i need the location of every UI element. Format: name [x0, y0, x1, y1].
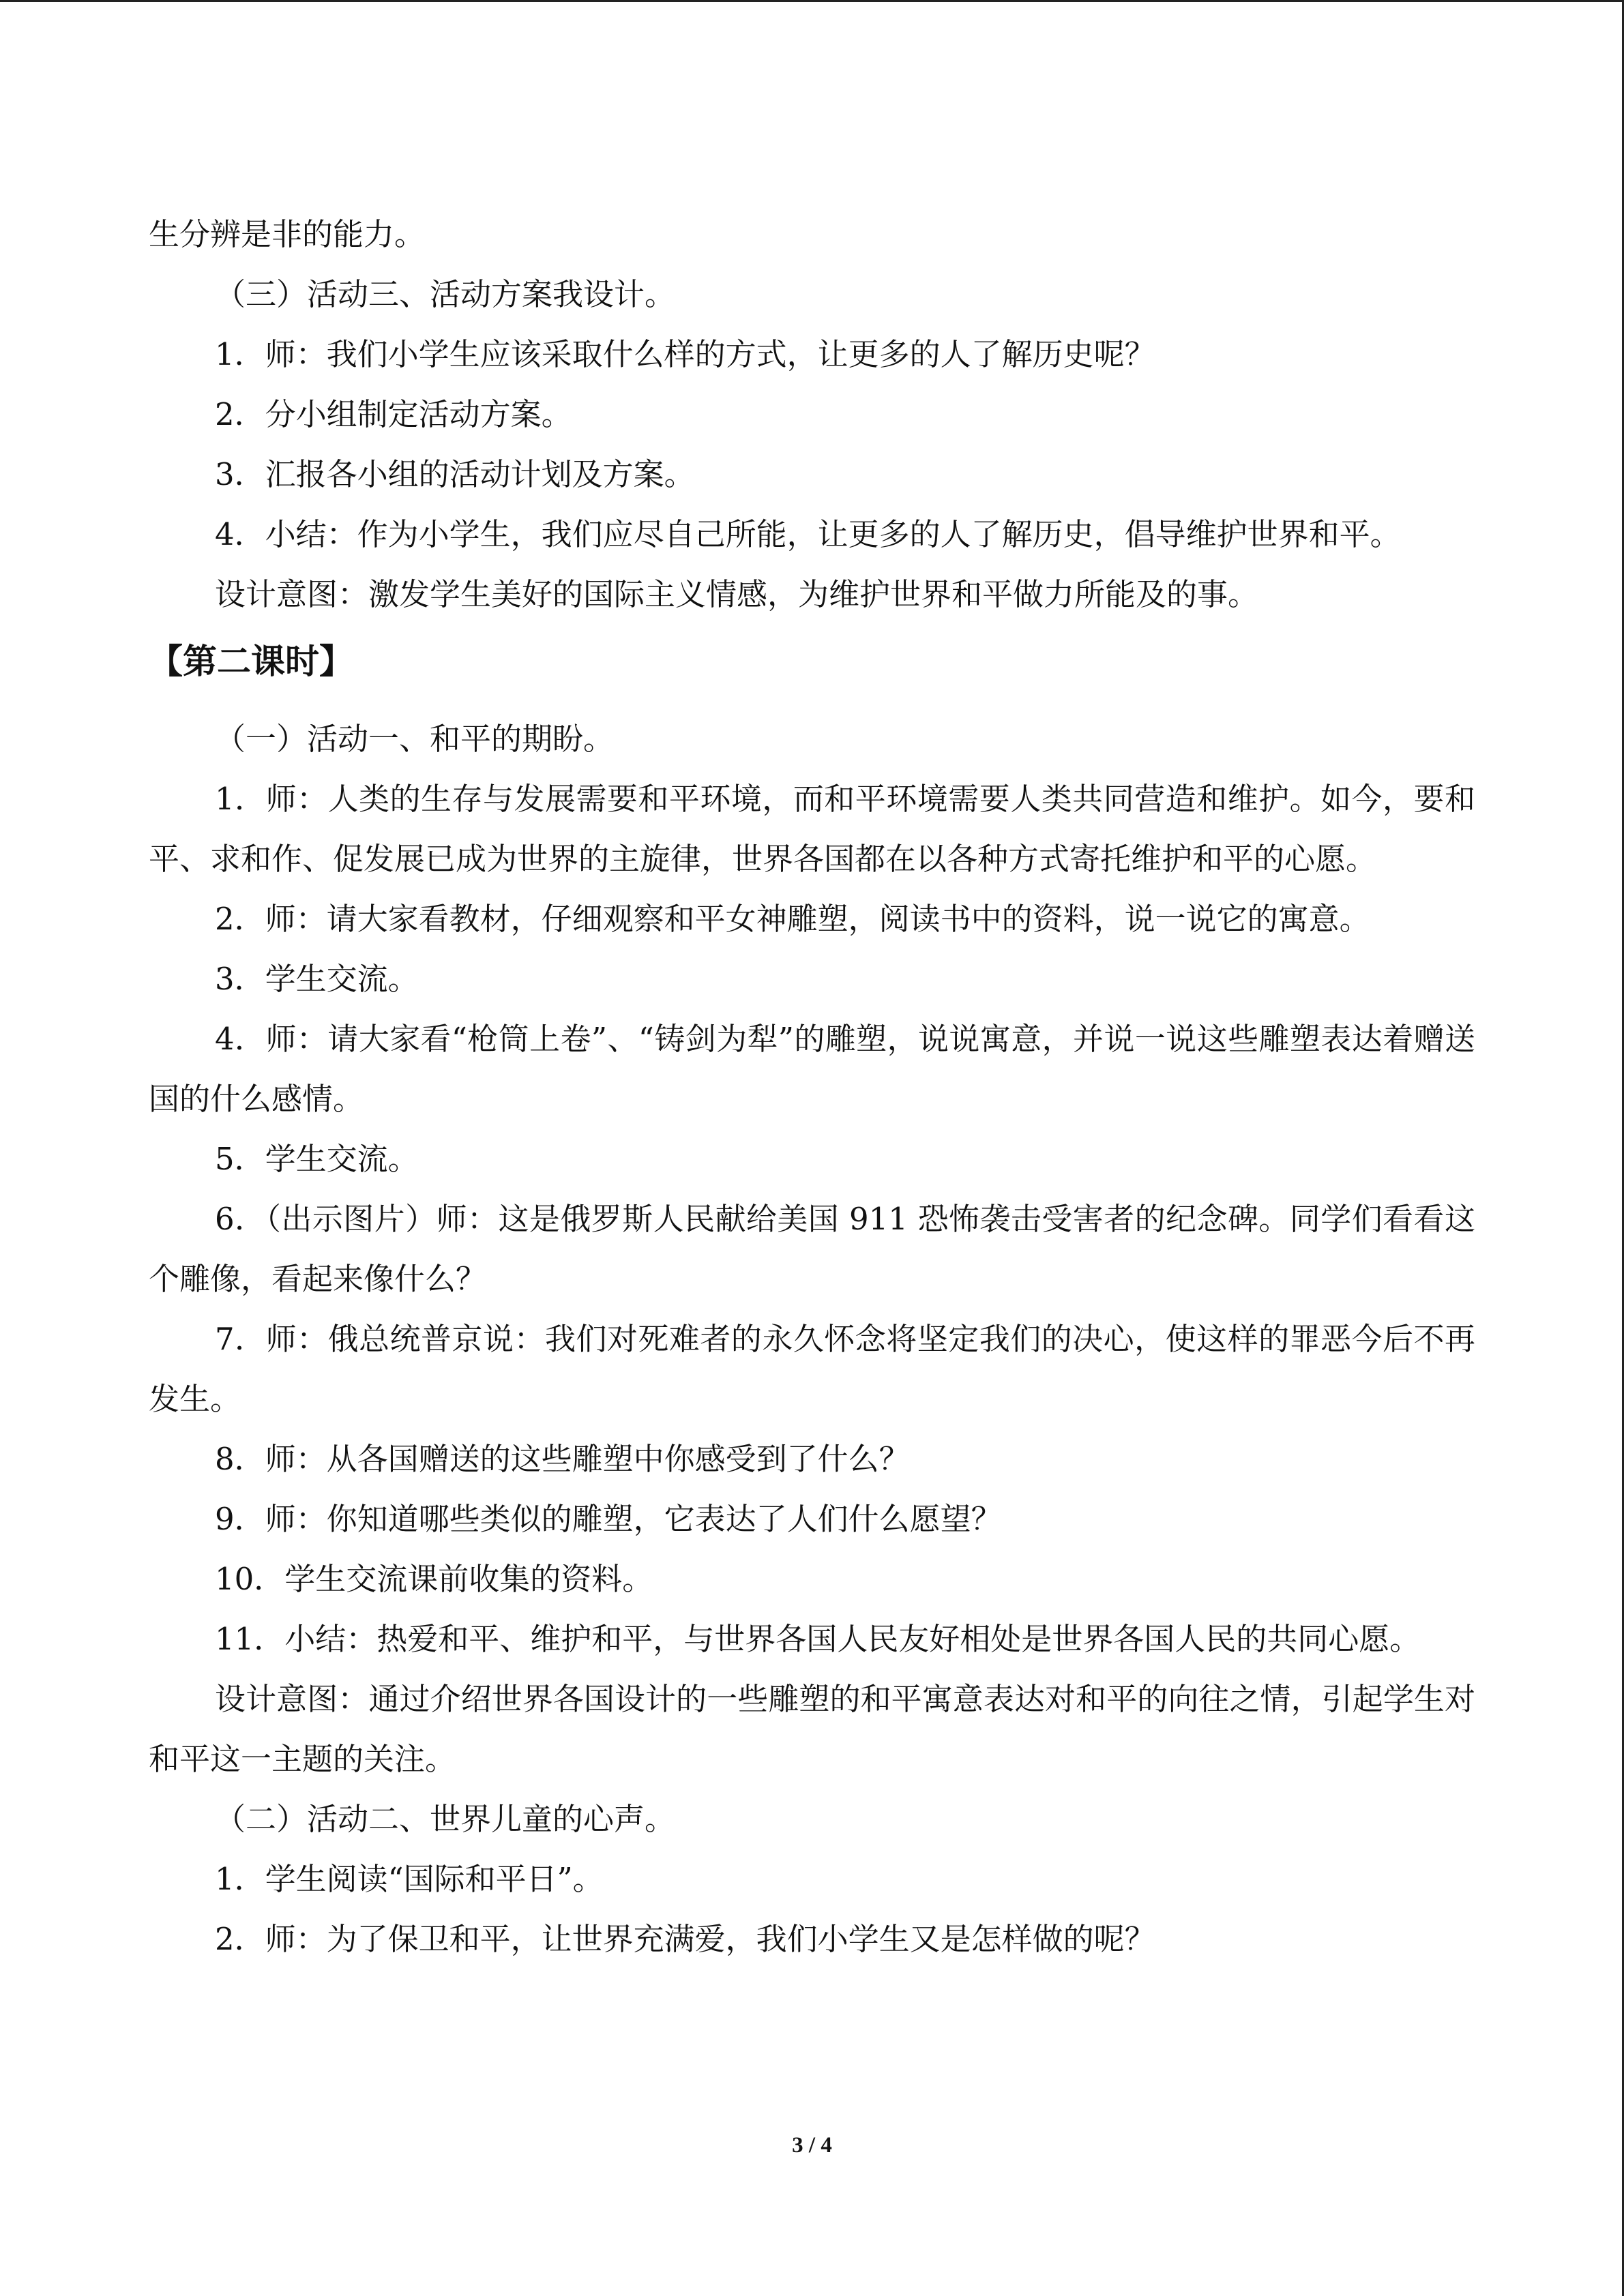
section-heading: 【第二课时】 — [149, 642, 353, 681]
paragraph: 设计意图：通过介绍世界各国设计的一些雕塑的和平寓意表达对和平的向往之情，引起学生对和平这一主题的关注。 — [149, 1681, 1475, 1777]
paragraph: 10．学生交流课前收集的资料。 — [215, 1561, 653, 1597]
paragraph: 3．汇报各小组的活动计划及方案。 — [215, 456, 695, 492]
paragraph: 4．小结：作为小学生，我们应尽自己所能，让更多的人了解历史，倡导维护世界和平。 — [215, 516, 1401, 552]
document-body — [149, 205, 1475, 1969]
paragraph: （三）活动三、活动方案我设计。 — [215, 276, 676, 312]
paragraph: 8．师：从各国赠送的这些雕塑中你感受到了什么？ — [215, 1441, 910, 1477]
top-border-line — [0, 0, 1624, 2]
paragraph: 3．学生交流。 — [215, 961, 419, 997]
paragraph: 生分辨是非的能力。 — [149, 216, 426, 252]
paragraph: 2．师：请大家看教材，仔细观察和平女神雕塑，阅读书中的资料，说一说它的寓意。 — [215, 901, 1370, 937]
page-number: 3 / 4 — [792, 2133, 832, 2158]
paragraph: 2．分小组制定活动方案。 — [215, 396, 572, 432]
paragraph: 6．（出示图片）师：这是俄罗斯人民献给美国 911 恐怖袭击受害者的纪念碑。同学们看看这个雕像，看起来像什么？ — [149, 1201, 1475, 1297]
paragraph: 1．师：人类的生存与发展需要和平环境，而和平环境需要人类共同营造和维护。如今，要和平、求和作、促发展已成为世界的主旋律，世界各国都在以各种方式寄托维护和平的心愿。 — [149, 781, 1475, 877]
paragraph-group-second-lesson — [149, 709, 1475, 1969]
paragraph: 7．师：俄总统普京说：我们对死难者的永久怀念将坚定我们的决心，使这样的罪恶今后不再发生。 — [149, 1321, 1475, 1417]
paragraph: 11．小结：热爱和平、维护和平，与世界各国人民友好相处是世界各国人民的共同心愿。 — [215, 1621, 1421, 1657]
paragraph: 1．师：我们小学生应该采取什么样的方式，让更多的人了解历史呢？ — [215, 336, 1155, 372]
paragraph-group-first-lesson — [149, 205, 1475, 625]
paragraph: 设计意图：激发学生美好的国际主义情感，为维护世界和平做力所能及的事。 — [215, 576, 1259, 612]
paragraph: （二）活动二、世界儿童的心声。 — [215, 1801, 676, 1837]
paragraph: （一）活动一、和平的期盼。 — [215, 721, 615, 757]
paragraph: 5．学生交流。 — [215, 1141, 419, 1177]
paragraph: 4．师：请大家看“枪筒上卷”、“铸剑为犁”的雕塑，说说寓意，并说一说这些雕塑表达着赠送国的什么感情。 — [149, 1021, 1475, 1117]
paragraph: 1．学生阅读“国际和平日”。 — [215, 1861, 604, 1897]
paragraph: 9．师：你知道哪些类似的雕塑，它表达了人们什么愿望？ — [215, 1501, 1002, 1537]
paragraph: 2．师：为了保卫和平，让世界充满爱，我们小学生又是怎样做的呢？ — [215, 1921, 1155, 1957]
